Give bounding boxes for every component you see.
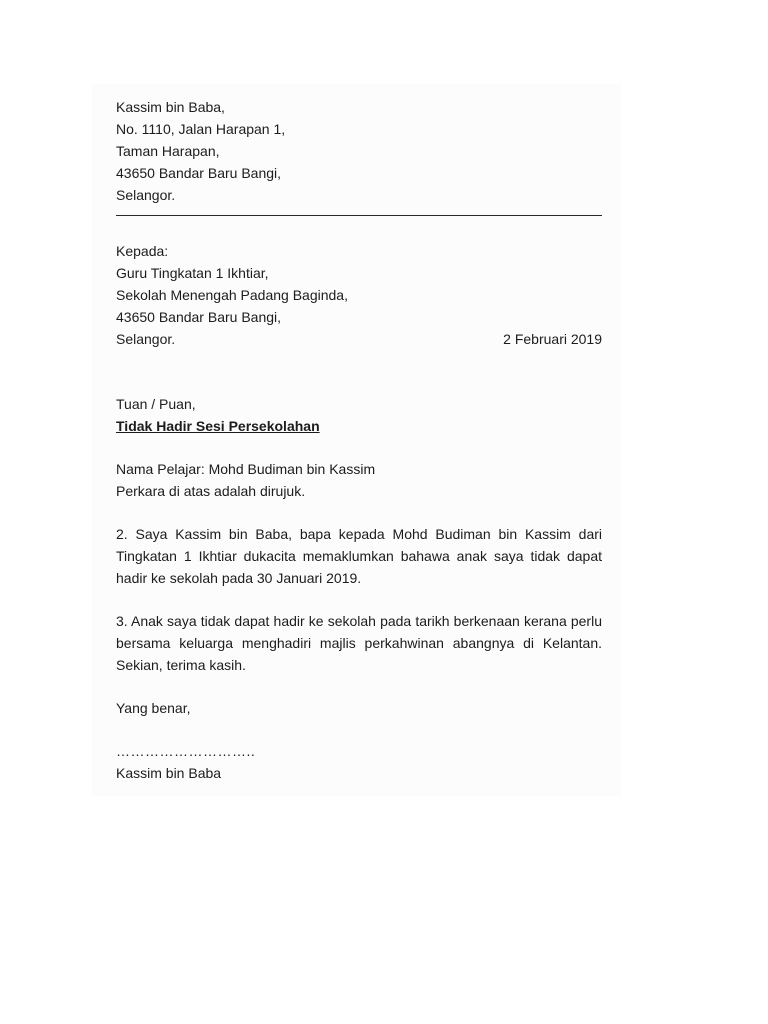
letter-date: 2 Februari 2019 (503, 331, 602, 347)
address-divider (116, 215, 602, 216)
sender-postcode-city: 43650 Bandar Baru Bangi, (116, 165, 282, 181)
closing: Yang benar, (116, 700, 191, 716)
sender-address (116, 96, 602, 206)
paragraph-3: 3. Anak saya tidak dapat hadir ke sekolah pada tarikh berkenaan kerana perlu bersama keluarga menghadiri majlis perkahwinan abangnya di Kelantan. Sekian, terima kasih. (116, 613, 602, 673)
recipient-postcode-city: 43650 Bandar Baru Bangi, (116, 309, 282, 325)
recipient-title: Guru Tingkatan 1 Ikhtiar, (116, 265, 269, 281)
recipient-school: Sekolah Menengah Padang Baginda, (116, 287, 348, 303)
signature-line: ……………………….. (116, 743, 256, 759)
sender-street: No. 1110, Jalan Harapan 1, (116, 121, 286, 137)
recipient-state: Selangor. (116, 331, 176, 347)
sender-area: Taman Harapan, (116, 143, 220, 159)
recipient-label: Kepada: (116, 243, 169, 259)
salutation: Tuan / Puan, (116, 396, 196, 412)
signature-name: Kassim bin Baba (116, 765, 222, 781)
sender-name: Kassim bin Baba, (116, 99, 225, 115)
paragraph-2: 2. Saya Kassim bin Baba, bapa kepada Mohd Budiman bin Kassim dari Tingkatan 1 Ikhtiar dukacita memaklumkan bahawa anak saya tidak dapat hadir ke sekolah pada 30 Januari 2019. (116, 526, 602, 586)
subject-heading: Tidak Hadir Sesi Persekolahan (116, 418, 320, 434)
sender-state: Selangor. (116, 187, 176, 203)
reference-line: Perkara di atas adalah dirujuk. (116, 483, 306, 499)
letter-body (116, 96, 602, 784)
recipient-address (116, 240, 602, 350)
student-name-line: Nama Pelajar: Mohd Budiman bin Kassim (116, 461, 376, 477)
